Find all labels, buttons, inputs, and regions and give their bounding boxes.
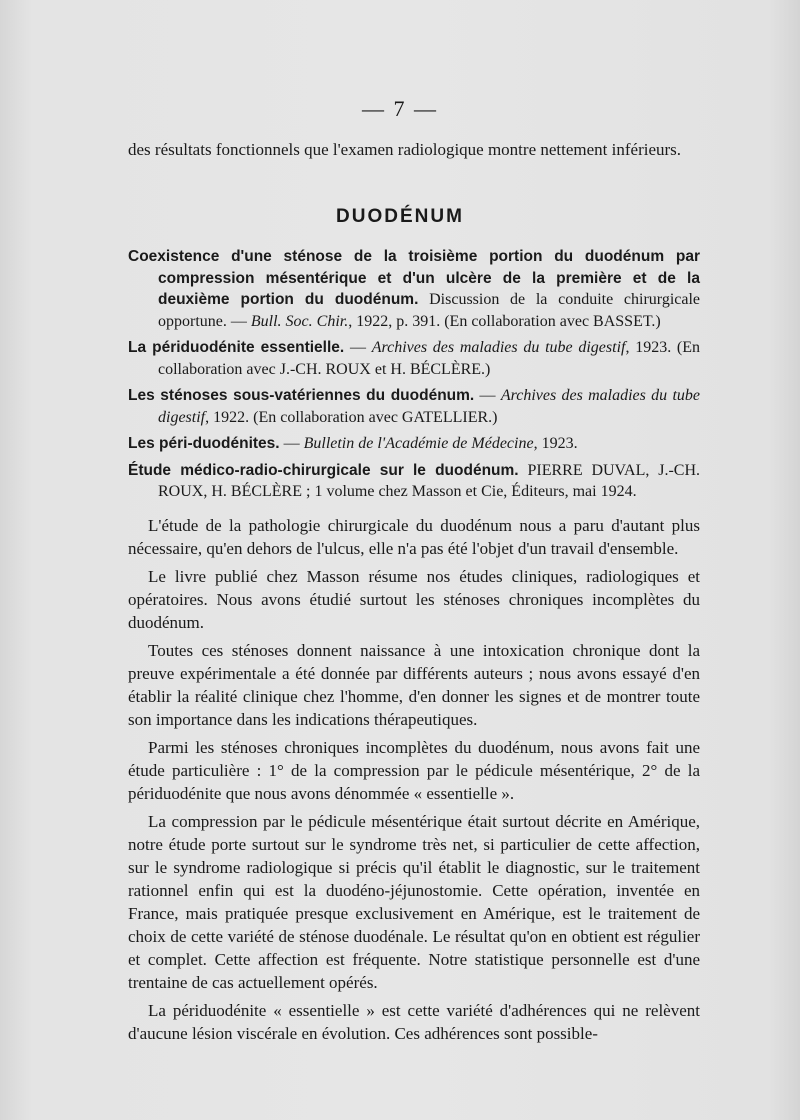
reference-item bbox=[128, 246, 700, 332]
paragraph: L'étude de la pathologie chirurgicale du duodénum nous a paru d'autant plus nécessaire, qu'en dehors de l'ulcus, elle n'a pas été l'objet d'un travail d'ensemble. bbox=[128, 516, 700, 558]
reference-desc: — bbox=[283, 435, 300, 452]
reference-item bbox=[128, 460, 700, 503]
paragraph: La périduodénite « essentielle » est cette variété d'adhérences qui ne relèvent d'aucune lésion viscérale en évolution. Ces adhérences sont possible- bbox=[128, 1001, 700, 1043]
reference-details: , 1923. bbox=[533, 435, 578, 452]
reference-title: Étude médico-radio-chirurgicale sur le duodénum. bbox=[128, 461, 519, 479]
reference-journal: Archives des maladies du tube digestif bbox=[158, 387, 701, 426]
reference-journal: Archives des maladies du tube digestif bbox=[371, 339, 626, 356]
reference-journal: Bull. Soc. Chir. bbox=[250, 312, 349, 330]
paragraph: Parmi les sténoses chroniques incomplètes du duodénum, nous avons fait une étude particulière : 1° de la compression par le pédicule mésentérique, 2° de la périduodénite que nous avons dénommée « essentielle ». bbox=[128, 738, 700, 803]
section-title: DUODÉNUM bbox=[336, 206, 464, 227]
reference-desc: PIERRE DUVAL, J.-CH. ROUX, H. BÉCLÈRE ; 1 volume chez Masson et Cie, Éditeurs, mai 1924. bbox=[158, 461, 701, 500]
reference-desc: Discussion de la conduite chirurgicale opportune. — bbox=[158, 291, 701, 330]
reference-item bbox=[128, 385, 700, 428]
page-number: — 7 — bbox=[362, 96, 438, 121]
paragraph: Toutes ces sténoses donnent naissance à une intoxication chronique dont la preuve expérimentale a été donnée par différents auteurs ; nous avons essayé d'en établir la réalité clinique chez l'homme, d'en donner les signes et de montrer toute son importance dans les indications thérapeutiques. bbox=[128, 641, 700, 729]
reference-details: , 1923. (En collaboration avec J.-CH. ROUX et H. BÉCLÈRE.) bbox=[158, 339, 701, 378]
reference-item bbox=[128, 433, 700, 455]
reference-details: , 1922. (En collaboration avec GATELLIER.) bbox=[205, 408, 498, 426]
reference-title: La périduodénite essentielle. bbox=[128, 339, 345, 356]
reference-item bbox=[128, 337, 700, 380]
paragraph: La compression par le pédicule mésentérique était surtout décrite en Amérique, notre étude porte surtout sur le syndrome très net, si particulier de cette affection, sur le syndrome radiologique si précis qu'il établit le diagnostic, sur le traitement rationnel enfin qui est la duodéno-jéjunostomie. Cette opération, inventée en France, mais pratiquée presque exclusivement en Amérique, est le traitement de choix de cette variété de sténose duodénale. Le résultat qu'on en obtient est régulier et complet. Cette affection est fréquente. Notre statistique personnelle est d'une trentaine de cas actuellement opérés. bbox=[128, 812, 700, 992]
reference-desc: — bbox=[349, 339, 366, 356]
reference-title: Coexistence d'une sténose de la troisième portion du duodénum par compression mésentérique et d'un ulcère de la première et de la deuxième portion du duodénum. bbox=[128, 248, 700, 308]
reference-title: Les péri-duodénites. bbox=[128, 435, 280, 452]
body-text bbox=[128, 514, 700, 1050]
reference-list bbox=[128, 246, 700, 508]
intro-text: des résultats fonctionnels que l'examen radiologique montre nettement inférieurs. bbox=[128, 140, 682, 159]
reference-desc: — bbox=[479, 387, 496, 404]
reference-details: , 1922, p. 391. (En collaboration avec BASSET.) bbox=[348, 312, 661, 330]
paragraph: Le livre publié chez Masson résume nos études cliniques, radiologiques et opératoires. Nous avons étudié surtout les sténoses chroniques incomplètes du duodénum. bbox=[128, 567, 700, 632]
reference-title: Les sténoses sous-vatériennes du duodénum. bbox=[128, 387, 475, 404]
reference-journal: Bulletin de l'Académie de Médecine bbox=[303, 435, 534, 452]
